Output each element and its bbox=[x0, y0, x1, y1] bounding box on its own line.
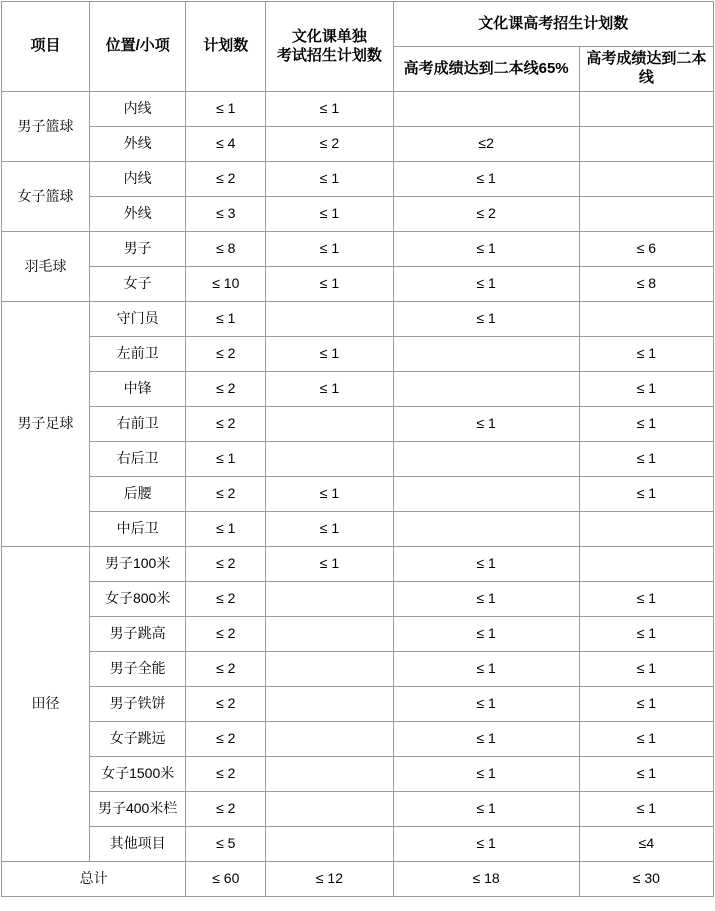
header-solo-exam-plan-line2: 考试招生计划数 bbox=[276, 46, 382, 64]
gaokao-65-plan: ≤ 1 bbox=[393, 232, 579, 267]
gaokao-line-plan: ≤ 1 bbox=[579, 582, 713, 617]
plan-count: ≤ 2 bbox=[186, 372, 266, 407]
position-label: 内线 bbox=[90, 92, 186, 127]
plan-count: ≤ 8 bbox=[186, 232, 266, 267]
gaokao-65-plan: ≤ 1 bbox=[393, 827, 579, 862]
table-row bbox=[2, 617, 714, 652]
table-row bbox=[2, 92, 714, 127]
gaokao-line-plan: ≤ 1 bbox=[579, 617, 713, 652]
gaokao-65-plan: ≤ 2 bbox=[393, 197, 579, 232]
gaokao-65-plan: ≤ 1 bbox=[393, 582, 579, 617]
position-label: 女子1500米 bbox=[90, 757, 186, 792]
plan-count: ≤ 2 bbox=[186, 337, 266, 372]
gaokao-65-plan: ≤ 1 bbox=[393, 757, 579, 792]
solo-exam-plan: ≤ 1 bbox=[266, 197, 393, 232]
solo-exam-plan bbox=[266, 617, 393, 652]
gaokao-line-plan: ≤ 1 bbox=[579, 337, 713, 372]
gaokao-line-plan bbox=[579, 512, 713, 547]
position-label: 中后卫 bbox=[90, 512, 186, 547]
header-position: 位置/小项 bbox=[90, 2, 186, 92]
position-label: 右前卫 bbox=[90, 407, 186, 442]
plan-count: ≤ 2 bbox=[186, 582, 266, 617]
plan-count: ≤ 2 bbox=[186, 757, 266, 792]
gaokao-65-plan bbox=[393, 92, 579, 127]
gaokao-line-plan: ≤ 1 bbox=[579, 722, 713, 757]
solo-exam-plan: ≤ 1 bbox=[266, 512, 393, 547]
plan-count: ≤ 1 bbox=[186, 302, 266, 337]
table-row bbox=[2, 547, 714, 582]
gaokao-65-plan: ≤ 1 bbox=[393, 302, 579, 337]
gaokao-line-plan bbox=[579, 547, 713, 582]
table-row bbox=[2, 477, 714, 512]
group-label: 羽毛球 bbox=[2, 232, 90, 302]
solo-exam-plan bbox=[266, 652, 393, 687]
table-row bbox=[2, 757, 714, 792]
gaokao-line-plan: ≤ 6 bbox=[579, 232, 713, 267]
gaokao-line-plan: ≤ 1 bbox=[579, 477, 713, 512]
solo-exam-plan bbox=[266, 792, 393, 827]
group-label: 女子篮球 bbox=[2, 162, 90, 232]
plan-count: ≤ 2 bbox=[186, 617, 266, 652]
total-gaokao-65-plan: ≤ 18 bbox=[393, 862, 579, 897]
solo-exam-plan bbox=[266, 582, 393, 617]
total-gaokao-line-plan: ≤ 30 bbox=[579, 862, 713, 897]
table-row bbox=[2, 372, 714, 407]
total-plan-count: ≤ 60 bbox=[186, 862, 266, 897]
gaokao-line-plan: ≤ 1 bbox=[579, 757, 713, 792]
table-row bbox=[2, 792, 714, 827]
header-gaokao-line: 高考成绩达到二本线 bbox=[579, 47, 713, 92]
solo-exam-plan bbox=[266, 302, 393, 337]
group-label: 田径 bbox=[2, 547, 90, 862]
plan-count: ≤ 2 bbox=[186, 792, 266, 827]
gaokao-65-plan bbox=[393, 442, 579, 477]
solo-exam-plan bbox=[266, 722, 393, 757]
gaokao-65-plan: ≤ 1 bbox=[393, 687, 579, 722]
total-label: 总计 bbox=[2, 862, 186, 897]
gaokao-65-plan: ≤ 1 bbox=[393, 652, 579, 687]
header-gaokao-group: 文化课高考招生计划数 bbox=[393, 2, 713, 47]
header-solo-exam-plan bbox=[266, 2, 393, 92]
solo-exam-plan bbox=[266, 407, 393, 442]
position-label: 中锋 bbox=[90, 372, 186, 407]
position-label: 女子跳远 bbox=[90, 722, 186, 757]
admission-plan-table bbox=[1, 1, 714, 897]
table-row bbox=[2, 197, 714, 232]
position-label: 男子100米 bbox=[90, 547, 186, 582]
header-plan-count: 计划数 bbox=[186, 2, 266, 92]
gaokao-line-plan: ≤ 1 bbox=[579, 687, 713, 722]
position-label: 内线 bbox=[90, 162, 186, 197]
position-label: 其他项目 bbox=[90, 827, 186, 862]
solo-exam-plan: ≤ 1 bbox=[266, 92, 393, 127]
solo-exam-plan: ≤ 1 bbox=[266, 547, 393, 582]
table-row bbox=[2, 687, 714, 722]
plan-count: ≤ 2 bbox=[186, 722, 266, 757]
position-label: 男子全能 bbox=[90, 652, 186, 687]
plan-count: ≤ 5 bbox=[186, 827, 266, 862]
gaokao-line-plan: ≤ 1 bbox=[579, 792, 713, 827]
gaokao-line-plan: ≤4 bbox=[579, 827, 713, 862]
table-row bbox=[2, 127, 714, 162]
solo-exam-plan bbox=[266, 757, 393, 792]
position-label: 男子跳高 bbox=[90, 617, 186, 652]
gaokao-65-plan: ≤ 1 bbox=[393, 267, 579, 302]
gaokao-line-plan bbox=[579, 302, 713, 337]
gaokao-line-plan: ≤ 8 bbox=[579, 267, 713, 302]
plan-count: ≤ 1 bbox=[186, 512, 266, 547]
gaokao-65-plan bbox=[393, 337, 579, 372]
solo-exam-plan: ≤ 1 bbox=[266, 477, 393, 512]
position-label: 女子800米 bbox=[90, 582, 186, 617]
header-gaokao-65: 高考成绩达到二本线65% bbox=[393, 47, 579, 92]
plan-count: ≤ 3 bbox=[186, 197, 266, 232]
table-row bbox=[2, 302, 714, 337]
gaokao-line-plan bbox=[579, 162, 713, 197]
position-label: 男子 bbox=[90, 232, 186, 267]
table-row bbox=[2, 442, 714, 477]
plan-count: ≤ 4 bbox=[186, 127, 266, 162]
gaokao-line-plan: ≤ 1 bbox=[579, 652, 713, 687]
plan-count: ≤ 1 bbox=[186, 442, 266, 477]
gaokao-line-plan: ≤ 1 bbox=[579, 407, 713, 442]
table-row bbox=[2, 407, 714, 442]
solo-exam-plan: ≤ 1 bbox=[266, 372, 393, 407]
gaokao-65-plan: ≤ 1 bbox=[393, 547, 579, 582]
gaokao-65-plan: ≤ 1 bbox=[393, 407, 579, 442]
position-label: 右后卫 bbox=[90, 442, 186, 477]
plan-count: ≤ 1 bbox=[186, 92, 266, 127]
position-label: 左前卫 bbox=[90, 337, 186, 372]
total-solo-exam-plan: ≤ 12 bbox=[266, 862, 393, 897]
solo-exam-plan bbox=[266, 442, 393, 477]
position-label: 外线 bbox=[90, 127, 186, 162]
plan-count: ≤ 10 bbox=[186, 267, 266, 302]
gaokao-65-plan bbox=[393, 372, 579, 407]
table-row bbox=[2, 232, 714, 267]
table-row bbox=[2, 512, 714, 547]
solo-exam-plan bbox=[266, 827, 393, 862]
plan-count: ≤ 2 bbox=[186, 162, 266, 197]
position-label: 男子400米栏 bbox=[90, 792, 186, 827]
gaokao-65-plan: ≤ 1 bbox=[393, 617, 579, 652]
table-row bbox=[2, 722, 714, 757]
plan-count: ≤ 2 bbox=[186, 407, 266, 442]
gaokao-line-plan bbox=[579, 127, 713, 162]
solo-exam-plan: ≤ 1 bbox=[266, 232, 393, 267]
plan-count: ≤ 2 bbox=[186, 687, 266, 722]
header-solo-exam-plan-line1: 文化课单独 bbox=[291, 27, 367, 45]
position-label: 守门员 bbox=[90, 302, 186, 337]
table-row bbox=[2, 827, 714, 862]
gaokao-line-plan: ≤ 1 bbox=[579, 372, 713, 407]
position-label: 女子 bbox=[90, 267, 186, 302]
gaokao-65-plan: ≤ 1 bbox=[393, 792, 579, 827]
table-row bbox=[2, 162, 714, 197]
solo-exam-plan: ≤ 2 bbox=[266, 127, 393, 162]
position-label: 男子铁饼 bbox=[90, 687, 186, 722]
table-row bbox=[2, 652, 714, 687]
position-label: 后腰 bbox=[90, 477, 186, 512]
solo-exam-plan: ≤ 1 bbox=[266, 267, 393, 302]
total-row bbox=[2, 862, 714, 897]
gaokao-line-plan bbox=[579, 197, 713, 232]
gaokao-line-plan bbox=[579, 92, 713, 127]
plan-count: ≤ 2 bbox=[186, 652, 266, 687]
plan-count: ≤ 2 bbox=[186, 477, 266, 512]
gaokao-65-plan bbox=[393, 512, 579, 547]
gaokao-line-plan: ≤ 1 bbox=[579, 442, 713, 477]
table-header bbox=[2, 2, 714, 92]
solo-exam-plan: ≤ 1 bbox=[266, 162, 393, 197]
table-body bbox=[2, 92, 714, 897]
position-label: 外线 bbox=[90, 197, 186, 232]
plan-count: ≤ 2 bbox=[186, 547, 266, 582]
table-row bbox=[2, 582, 714, 617]
gaokao-65-plan: ≤ 1 bbox=[393, 162, 579, 197]
table-row bbox=[2, 267, 714, 302]
table-row bbox=[2, 337, 714, 372]
group-label: 男子篮球 bbox=[2, 92, 90, 162]
gaokao-65-plan: ≤2 bbox=[393, 127, 579, 162]
gaokao-65-plan: ≤ 1 bbox=[393, 722, 579, 757]
group-label: 男子足球 bbox=[2, 302, 90, 547]
solo-exam-plan bbox=[266, 687, 393, 722]
gaokao-65-plan bbox=[393, 477, 579, 512]
header-item: 项目 bbox=[2, 2, 90, 92]
solo-exam-plan: ≤ 1 bbox=[266, 337, 393, 372]
